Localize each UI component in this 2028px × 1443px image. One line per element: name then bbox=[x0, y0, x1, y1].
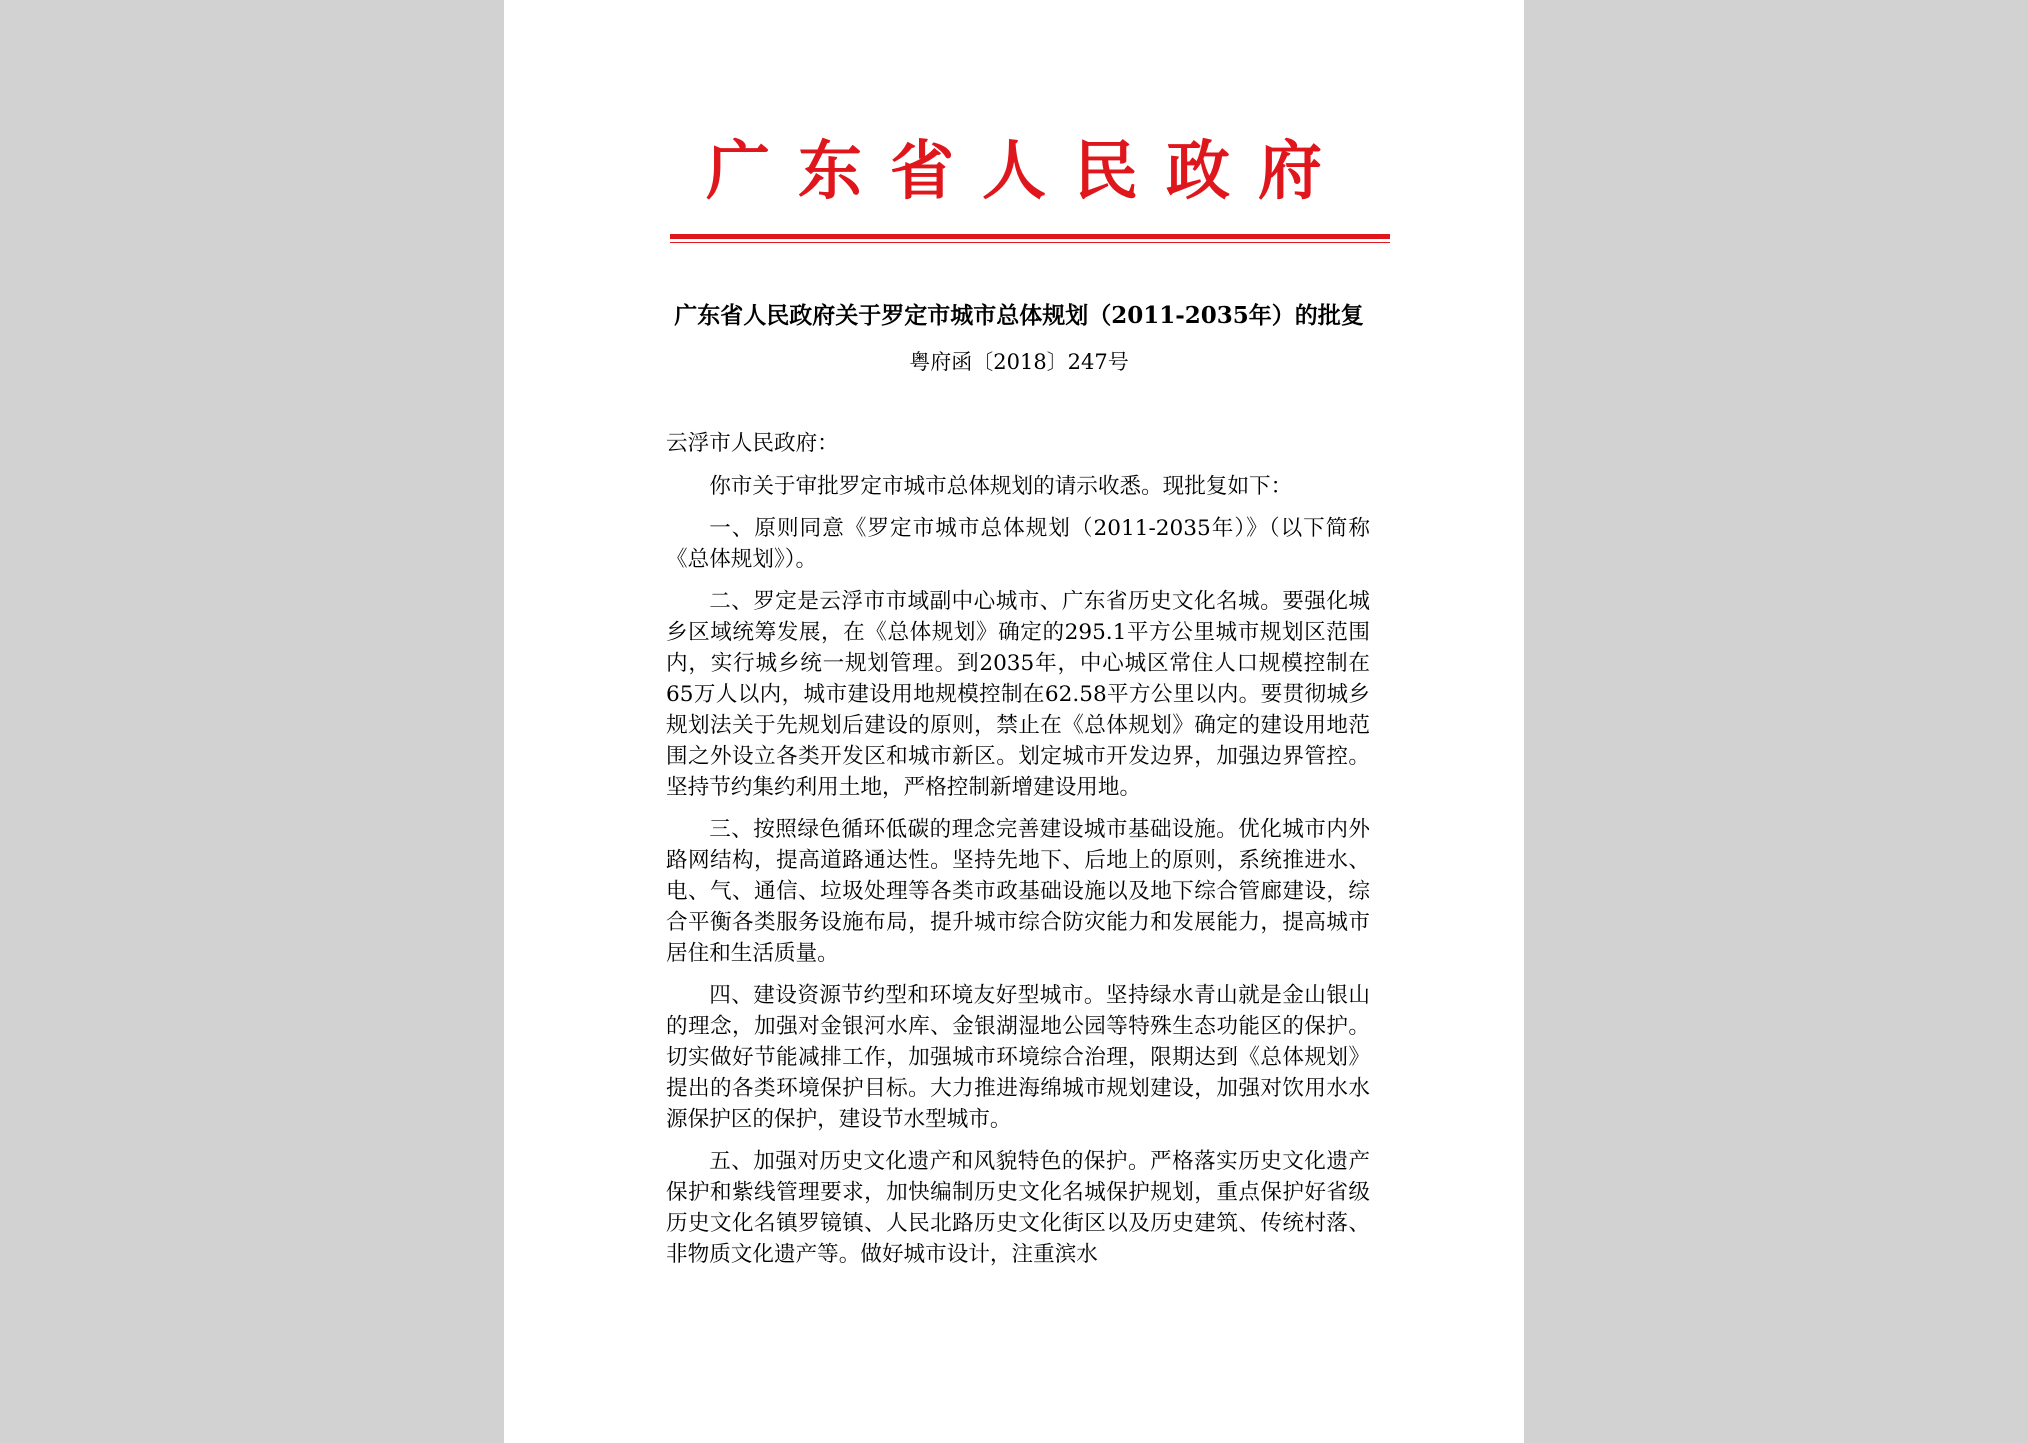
document-body bbox=[666, 428, 1370, 1281]
paragraph-1: 一、原则同意《罗定市城市总体规划（2011-2035年）》（以下简称《总体规划》）。 bbox=[666, 516, 1370, 572]
addressee: 云浮市人民政府： bbox=[666, 431, 839, 456]
letterhead-title: 广东省人民政府 bbox=[706, 134, 1350, 209]
paragraph-5: 五、加强对历史文化遗产和风貌特色的保护。严格落实历史文化遗产保护和紫线管理要求，加快编制历史文化名城保护规划，重点保护好省级历史文化名镇罗镜镇、人民北路历史文化街区以及历史建筑、传统村落、非物质文化遗产等。做好城市设计，注重滨水 bbox=[666, 1149, 1370, 1267]
letterhead-red-rule-thick bbox=[670, 234, 1390, 239]
paragraph-3: 三、按照绿色循环低碳的理念完善建设城市基础设施。优化城市内外路网结构，提高道路通达性。坚持先地下、后地上的原则，系统推进水、电、气、通信、垃圾处理等各类市政基础设施以及地下综合管廊建设，综合平衡各类服务设施布局，提升城市综合防灾能力和发展能力，提高城市居住和生活质量。 bbox=[666, 817, 1370, 966]
paragraph-intro: 你市关于审批罗定市城市总体规划的请示收悉。现批复如下： bbox=[709, 474, 1293, 499]
document-title: 广东省人民政府关于罗定市城市总体规划（2011-2035年）的批复 bbox=[674, 302, 1364, 329]
letterhead-red-rule-thin bbox=[670, 242, 1390, 243]
document-number: 粤府函〔2018〕247号 bbox=[909, 350, 1129, 374]
paragraph-4: 四、建设资源节约型和环境友好型城市。坚持绿水青山就是金山银山的理念，加强对金银河水库、金银湖湿地公园等特殊生态功能区的保护。切实做好节能减排工作，加强城市环境综合治理，限期达到《总体规划》提出的各类环境保护目标。大力推进海绵城市规划建设，加强对饮用水水源保护区的保护，建设节水型城市。 bbox=[666, 983, 1370, 1132]
paragraph-2: 二、罗定是云浮市市域副中心城市、广东省历史文化名城。要强化城乡区域统筹发展，在《总体规划》确定的295.1平方公里城市规划区范围内，实行城乡统一规划管理。到2035年，中心城区常住人口规模控制在65万人以内，城市建设用地规模控制在62.58平方公里以内。要贯彻城乡规划法关于先规划后建设的原则，禁止在《总体规划》确定的建设用地范围之外设立各类开发区和城市新区。划定城市开发边界，加强边界管控。坚持节约集约利用土地，严格控制新增建设用地。 bbox=[666, 589, 1370, 800]
document-page bbox=[504, 0, 1524, 1443]
